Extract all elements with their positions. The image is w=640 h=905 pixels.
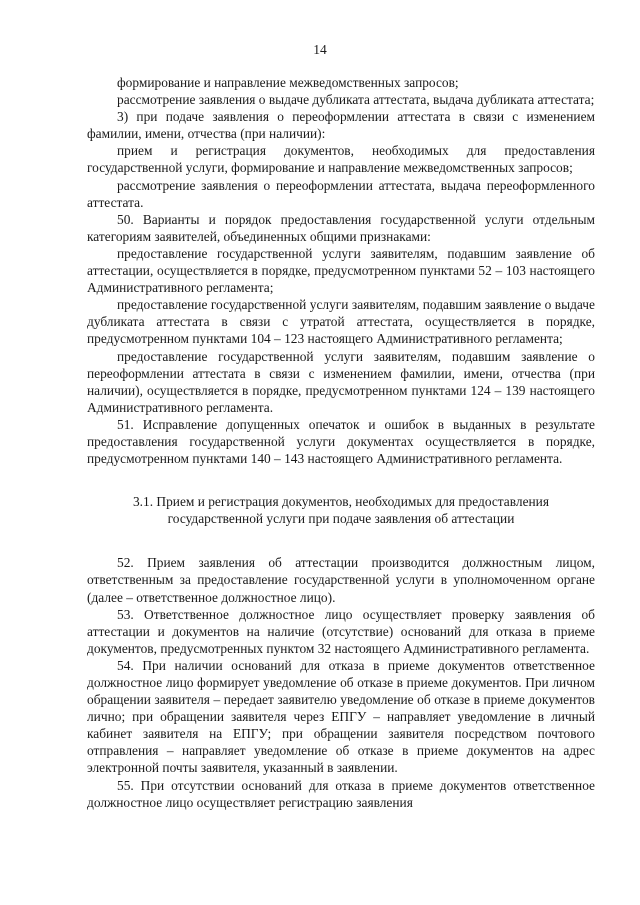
paragraph: прием и регистрация документов, необходимых для предоставления государственной услуги, формирование и направление межведомственных запросов; xyxy=(87,143,595,176)
paragraph: 51. Исправление допущенных опечаток и ошибок в выданных в результате предоставления государственной услуги документах осуществляется в порядке, предусмотренном пунктами 140 – 143 настоящего Административного регламента. xyxy=(87,416,595,467)
paragraph: рассмотрение заявления о выдаче дубликата аттестата, выдача дубликата аттестата; xyxy=(117,92,595,108)
paragraph: 3) при подаче заявления о переоформлении аттестата в связи с изменением фамилии, имени, отчества (при наличии): xyxy=(87,109,595,142)
paragraph: 52. Прием заявления об аттестации производится должностным лицом, ответственным за предоставление государственной услуги в уполномоченном органе (далее – ответственное должностное лицо). xyxy=(87,555,595,605)
section-heading: 3.1. Прием и регистрация документов, необходимых для предоставления государственной услуги при подаче заявления об аттестации xyxy=(132,494,550,527)
paragraph: 54. При наличии оснований для отказа в приеме документов ответственное должностное лицо формирует уведомление об отказе в приеме документов. При личном обращении заявителя – передает заявителю уведомление об отказе в приеме документов лично; при обращении заявителя через ЕПГУ – направляет уведомление в личный кабинет заявителя на ЕПГУ; при обращении заявителя посредством почтового отправления – направляет уведомление об отказе в приеме документов на адрес электронной почты заявителя, указанный в заявлении. xyxy=(87,657,595,776)
paragraph: 55. При отсутствии оснований для отказа в приеме документов ответственное должностное лицо осуществляет регистрацию заявления xyxy=(87,777,595,810)
paragraph: предоставление государственной услуги заявителям, подавшим заявление об аттестации, осуществляется в порядке, предусмотренном пунктами 52 – 103 настоящего Административного регламента; xyxy=(87,245,595,296)
paragraph: 50. Варианты и порядок предоставления государственной услуги отдельным категориям заявителей, объединенных общими признаками: xyxy=(87,211,595,244)
body-text xyxy=(87,74,595,811)
paragraph: предоставление государственной услуги заявителям, подавшим заявление о выдаче дубликата аттестата в связи с утратой аттестата, осуществляется в порядке, предусмотренном пунктами 104 – 123 настоящего Административного регламента; xyxy=(87,297,595,347)
paragraph: рассмотрение заявления о переоформлении аттестата, выдача переоформленного аттестата. xyxy=(87,177,595,210)
paragraph: предоставление государственной услуги заявителям, подавшим заявление о переоформлении аттестата в связи с изменением фамилии, имени, отчества (при наличии), осуществляется в порядке, предусмотренном пунктами 124 – 139 настоящего Административного регламента. xyxy=(87,348,595,415)
page-number: 14 xyxy=(313,42,327,57)
paragraph: формирование и направление межведомственных запросов; xyxy=(117,75,459,90)
paragraph: 53. Ответственное должностное лицо осуществляет проверку заявления об аттестации и документов на наличие (отсутствие) оснований для отказа в приеме документов, предусмотренных пунктом 32 настоящего Административного регламента. xyxy=(87,606,595,656)
